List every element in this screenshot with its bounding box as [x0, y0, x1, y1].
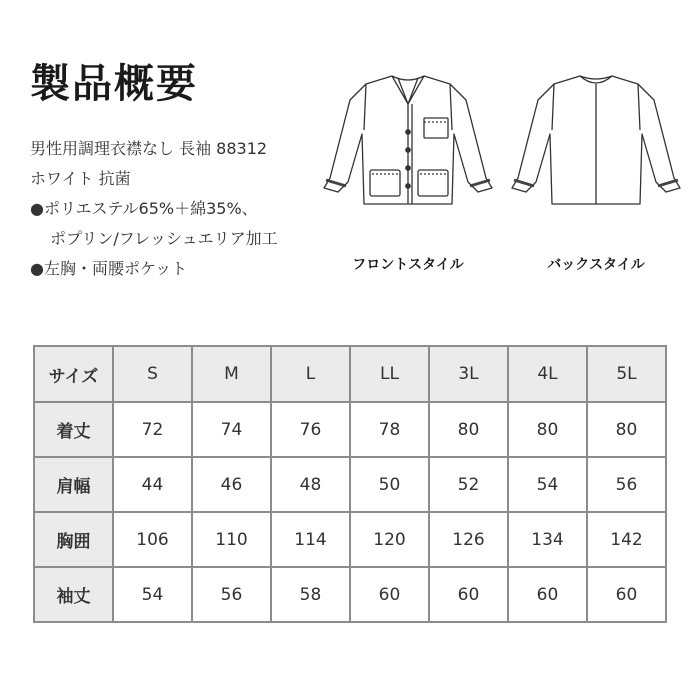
table-cell: 106 [114, 513, 193, 568]
table-cell: 76 [272, 403, 351, 458]
header-cell: 5L [588, 347, 667, 403]
table-cell: 48 [272, 458, 351, 513]
table-cell: 54 [509, 458, 588, 513]
table-cell: 80 [430, 403, 509, 458]
front-style-caption: フロントスタイル [352, 257, 464, 273]
table-cell: 126 [430, 513, 509, 568]
table-row [35, 403, 667, 458]
table-cell: 60 [351, 568, 430, 623]
table-cell: 110 [193, 513, 272, 568]
table-cell: 60 [509, 568, 588, 623]
row-label: 肩幅 [35, 458, 114, 513]
back-style-caption: バックスタイル [547, 257, 645, 273]
header-cell: 4L [509, 347, 588, 403]
row-label: 袖丈 [35, 568, 114, 623]
row-label: 胸囲 [35, 513, 114, 568]
table-cell: 52 [430, 458, 509, 513]
table-cell: 50 [351, 458, 430, 513]
table-cell: 60 [588, 568, 667, 623]
product-description [30, 134, 278, 284]
material-finish: ポプリン/フレッシュエリア加工 [50, 229, 278, 248]
header-cell: サイズ [35, 347, 114, 403]
table-cell: 134 [509, 513, 588, 568]
pocket-info: ●左胸・両腰ポケット [30, 259, 188, 278]
header-cell: 3L [430, 347, 509, 403]
header-cell: L [272, 347, 351, 403]
header-cell: S [114, 347, 193, 403]
table-cell: 60 [430, 568, 509, 623]
table-header-row [35, 347, 667, 403]
table-cell: 142 [588, 513, 667, 568]
material-line: ●ポリエステル65%＋綿35%、 [30, 199, 258, 218]
row-label: 着丈 [35, 403, 114, 458]
header-cell: LL [351, 347, 430, 403]
table-row [35, 568, 667, 623]
table-cell: 120 [351, 513, 430, 568]
table-cell: 44 [114, 458, 193, 513]
back-jacket-illustration [506, 70, 688, 208]
header-cell: M [193, 347, 272, 403]
table-cell: 74 [193, 403, 272, 458]
table-cell: 56 [193, 568, 272, 623]
table-cell: 114 [272, 513, 351, 568]
table-cell: 72 [114, 403, 193, 458]
front-jacket-illustration [318, 70, 500, 208]
table-cell: 54 [114, 568, 193, 623]
product-color: ホワイト 抗菌 [30, 169, 131, 188]
table-cell: 56 [588, 458, 667, 513]
table-cell: 58 [272, 568, 351, 623]
size-table [33, 345, 667, 623]
page-title: 製品概要 [30, 61, 198, 107]
table-row [35, 513, 667, 568]
table-row [35, 458, 667, 513]
table-cell: 80 [588, 403, 667, 458]
table-cell: 78 [351, 403, 430, 458]
product-name: 男性用調理衣襟なし 長袖 88312 [30, 139, 268, 158]
table-cell: 46 [193, 458, 272, 513]
table-cell: 80 [509, 403, 588, 458]
